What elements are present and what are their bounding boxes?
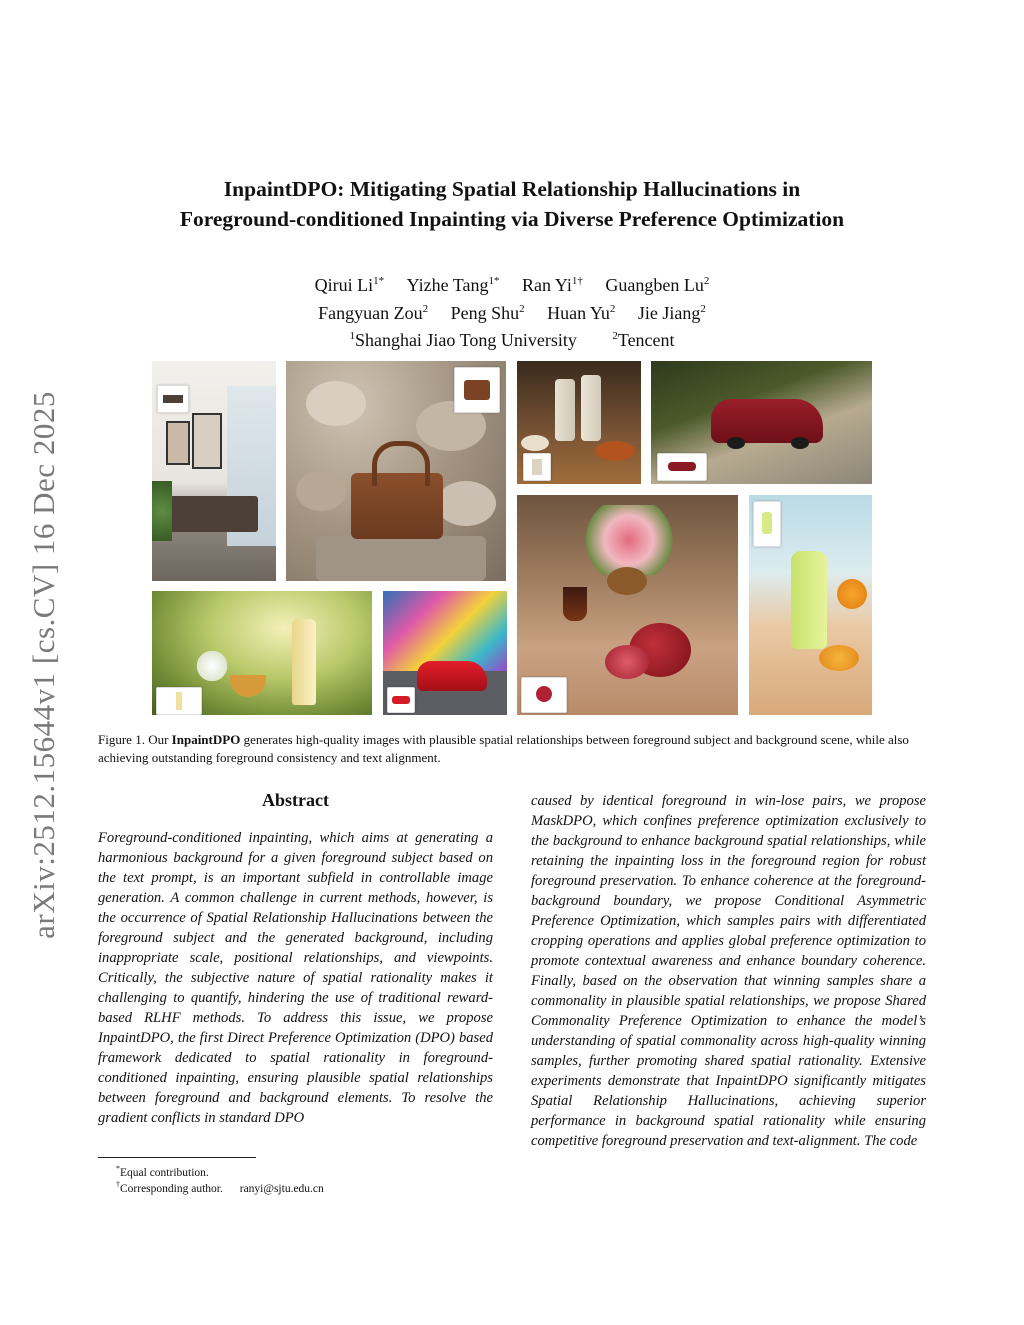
author: Fangyuan Zou$^2$ xyxy=(318,302,429,323)
paper-title xyxy=(100,174,924,234)
stone-slab xyxy=(316,536,486,581)
foreground-thumbnail xyxy=(753,501,781,547)
author: Guangben Lu$^2$ xyxy=(605,275,710,295)
abstract-right-column xyxy=(531,791,926,1151)
drink-can xyxy=(555,379,575,441)
foreground-thumbnail xyxy=(157,385,189,413)
footnote-corresponding: †Corresponding author. ranyi@sjtu.edu.cn xyxy=(116,1180,324,1195)
author: Qirui $Li^{1*}$ xyxy=(314,275,385,295)
flowers xyxy=(192,651,232,681)
abstract-heading: Abstract xyxy=(262,790,329,810)
figure-panel-bag-rocks xyxy=(286,361,506,581)
affiliation: $^2$Tencent xyxy=(612,330,675,350)
figure-panel-tea-bottle xyxy=(152,591,372,715)
food xyxy=(595,441,635,461)
sofa xyxy=(170,496,258,532)
title-line-2: Foreground-conditioned Inpainting via Diverse Preference Optimization xyxy=(179,207,845,231)
author-block xyxy=(100,270,924,353)
foreground-thumbnail xyxy=(156,687,202,715)
figure-panel-graffiti-car xyxy=(383,591,507,715)
orange-slice xyxy=(819,645,859,671)
wall-art xyxy=(166,421,190,465)
glass xyxy=(563,587,587,621)
pomegranate-half xyxy=(605,645,649,679)
figure-panel-red-car xyxy=(651,361,872,484)
abstract-text: Foreground-conditioned inpainting, which aims at generating a harmonious background for a given foreground subject based on the text prompt, is an important subfield in controllable image generation. A common challenge in current methods, however, is the occurrence of Spatial Relationship Hallucinations between the foreground subject and the generated background, including inappropriate scale, positional relationships, and viewpoints. Critically, the subjective nature of spatial rationality makes it challenging to quantify, hindering the use of traditional reward-based RLHF methods. To address this issue, we propose InpaintDPO, the first Direct Preference Optimization (DPO) based framework dedicated to spatial rationality in foreground-conditioned inpainting, ensuring plausible spatial relationships between foreground and background elements. To resolve the gradient conflicts in standard DPO xyxy=(98,830,493,1126)
arxiv-identifier: arXiv:2512.15644v1 [cs.CV] 16 Dec 2025 xyxy=(26,391,61,939)
title-line-1: InpaintDPO: Mitigating Spatial Relationship Hallucinations in xyxy=(223,177,801,201)
figure-panel-table-pomegranate xyxy=(517,495,738,715)
author: Yizhe Tang$^{1*}$ xyxy=(406,275,500,295)
flower-bouquet xyxy=(579,505,679,575)
figure-panel-beach-bottle xyxy=(749,495,872,715)
abstract-text-continued: caused by identical foreground in win-lose pairs, we propose MaskDPO, which confines preference optimization exclusively to the background to enhance background spatial relationships, while retaining the inpainting loss in the foreground region for robust foreground preservation. To enhance coherence at the foreground-background boundary, we propose Conditional Asymmetric Preference Optimization, which samples pairs with differentiated cropping operations and applies global preference optimization to promote contextual awareness and enhance boundary coherence. Finally, based on the observation that winning samples share a commonality in plausible spatial relationships, we propose Shared Commonality Preference Optimization to enhance the model’s understanding of spatial commonality across high-quality winning samples, further promoting shared spatial rationality. Extensive experiments demonstrate that InpaintDPO significantly mitigates Spatial Relationship Hallucinations, achieving superior performance in background spatial rationality while ensuring competitive foreground preservation and text-alignment. The code xyxy=(531,793,926,1149)
abstract-left-column xyxy=(98,790,493,1128)
author-row-2 xyxy=(100,298,924,326)
figure-panel-drinks-food xyxy=(517,361,641,484)
figure-panel-living-room xyxy=(152,361,276,581)
foreground-thumbnail xyxy=(454,367,500,413)
foreground-thumbnail xyxy=(387,687,415,713)
footnote-rule xyxy=(98,1157,256,1158)
affiliation: $^1$Shanghai Jiao Tong University xyxy=(349,330,577,350)
orange xyxy=(837,579,867,609)
car xyxy=(711,399,823,443)
wall-art xyxy=(192,413,222,469)
vase xyxy=(607,567,647,595)
bottle xyxy=(292,619,316,705)
author: Jie Jiang$^2$ xyxy=(637,302,706,323)
author: Ran $Yi^{1\dagger}$ xyxy=(522,275,583,295)
author-row-1 xyxy=(100,270,924,298)
plant xyxy=(152,481,172,541)
figure-caption: Figure 1. Our InpaintDPO generates high-quality images with plausible spatial relationships between foreground subject and background scene, while also achieving outstanding foreground consistency and text alignment. xyxy=(98,732,909,765)
email-link[interactable]: ranyi@sjtu.edu.cn xyxy=(239,1182,324,1195)
bottle xyxy=(791,551,827,649)
foreground-thumbnail xyxy=(657,453,707,481)
author: Peng Shu$^2$ xyxy=(450,302,525,323)
tea-cup xyxy=(230,675,266,697)
bag-handle xyxy=(372,441,430,486)
foreground-thumbnail xyxy=(521,677,567,713)
affiliations xyxy=(100,325,924,353)
author: Huan Yu$^2$ xyxy=(547,302,616,323)
footnote-equal: *Equal contribution. xyxy=(116,1164,209,1179)
foreground-thumbnail xyxy=(523,453,551,481)
car xyxy=(417,661,487,691)
drink-can xyxy=(581,375,601,441)
